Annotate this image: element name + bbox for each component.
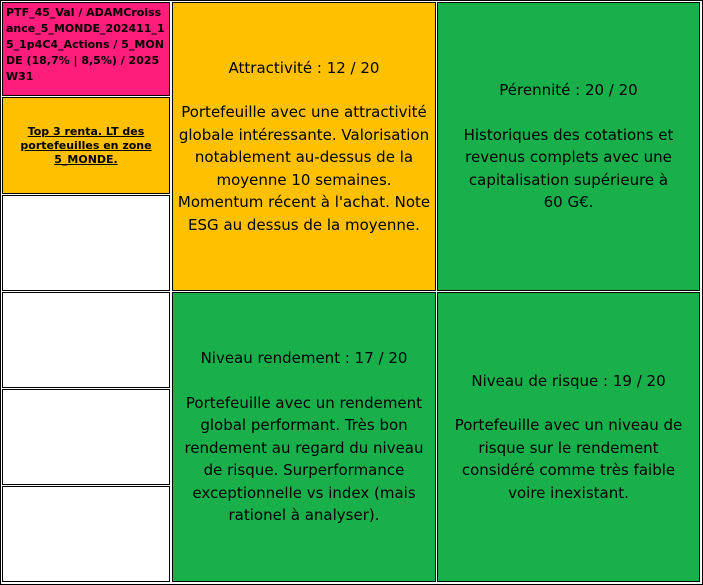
attractivite-description: Portefeuille avec une attractivité globale intéressante. Valorisation notablement au-dessus de la moyenne 10 semaines. Momentum récent à l'achat. Note ESG au dessus de la moyenne.	[177, 103, 431, 234]
perennite-score: Pérennité : 20 / 20	[499, 81, 638, 100]
empty-cell	[2, 389, 170, 485]
risque-score: Niveau de risque : 19 / 20	[471, 371, 666, 390]
attractivite-cell	[172, 2, 436, 291]
risque-description: Portefeuille avec un niveau de risque sur le rendement considéré comme très faible voire inexistant.	[454, 416, 683, 502]
perennite-description: Historiques des cotations et revenus complets avec une capitalisation supérieure à 60 G€.	[463, 125, 674, 212]
rendement-cell	[172, 292, 436, 582]
attractivite-score: Attractivité : 12 / 20	[228, 58, 380, 77]
portfolio-title	[2, 2, 170, 96]
portfolio-subtitle-text: Top 3 renta. LT des portefeuilles en zone 5_MONDE.	[20, 124, 152, 166]
perennite-cell	[437, 2, 700, 291]
empty-cell	[2, 292, 170, 388]
portfolio-title-text: PTF_45_Val / ADAMCroissance_5_MONDE_202411_15_1p4C4_Actions / 5_MONDE (18,7% | 8,5%) / 2025W31	[6, 6, 165, 83]
empty-cell	[2, 486, 170, 582]
risque-cell	[437, 292, 700, 582]
empty-cell	[2, 195, 170, 291]
rendement-description: Portefeuille avec un rendement global performant. Très bon rendement au regard du niveau de risque. Surperformance exceptionnelle vs index (mais rationel à analyser).	[184, 393, 424, 525]
rendement-score: Niveau rendement : 17 / 20	[200, 349, 408, 368]
portfolio-subtitle	[2, 97, 170, 194]
